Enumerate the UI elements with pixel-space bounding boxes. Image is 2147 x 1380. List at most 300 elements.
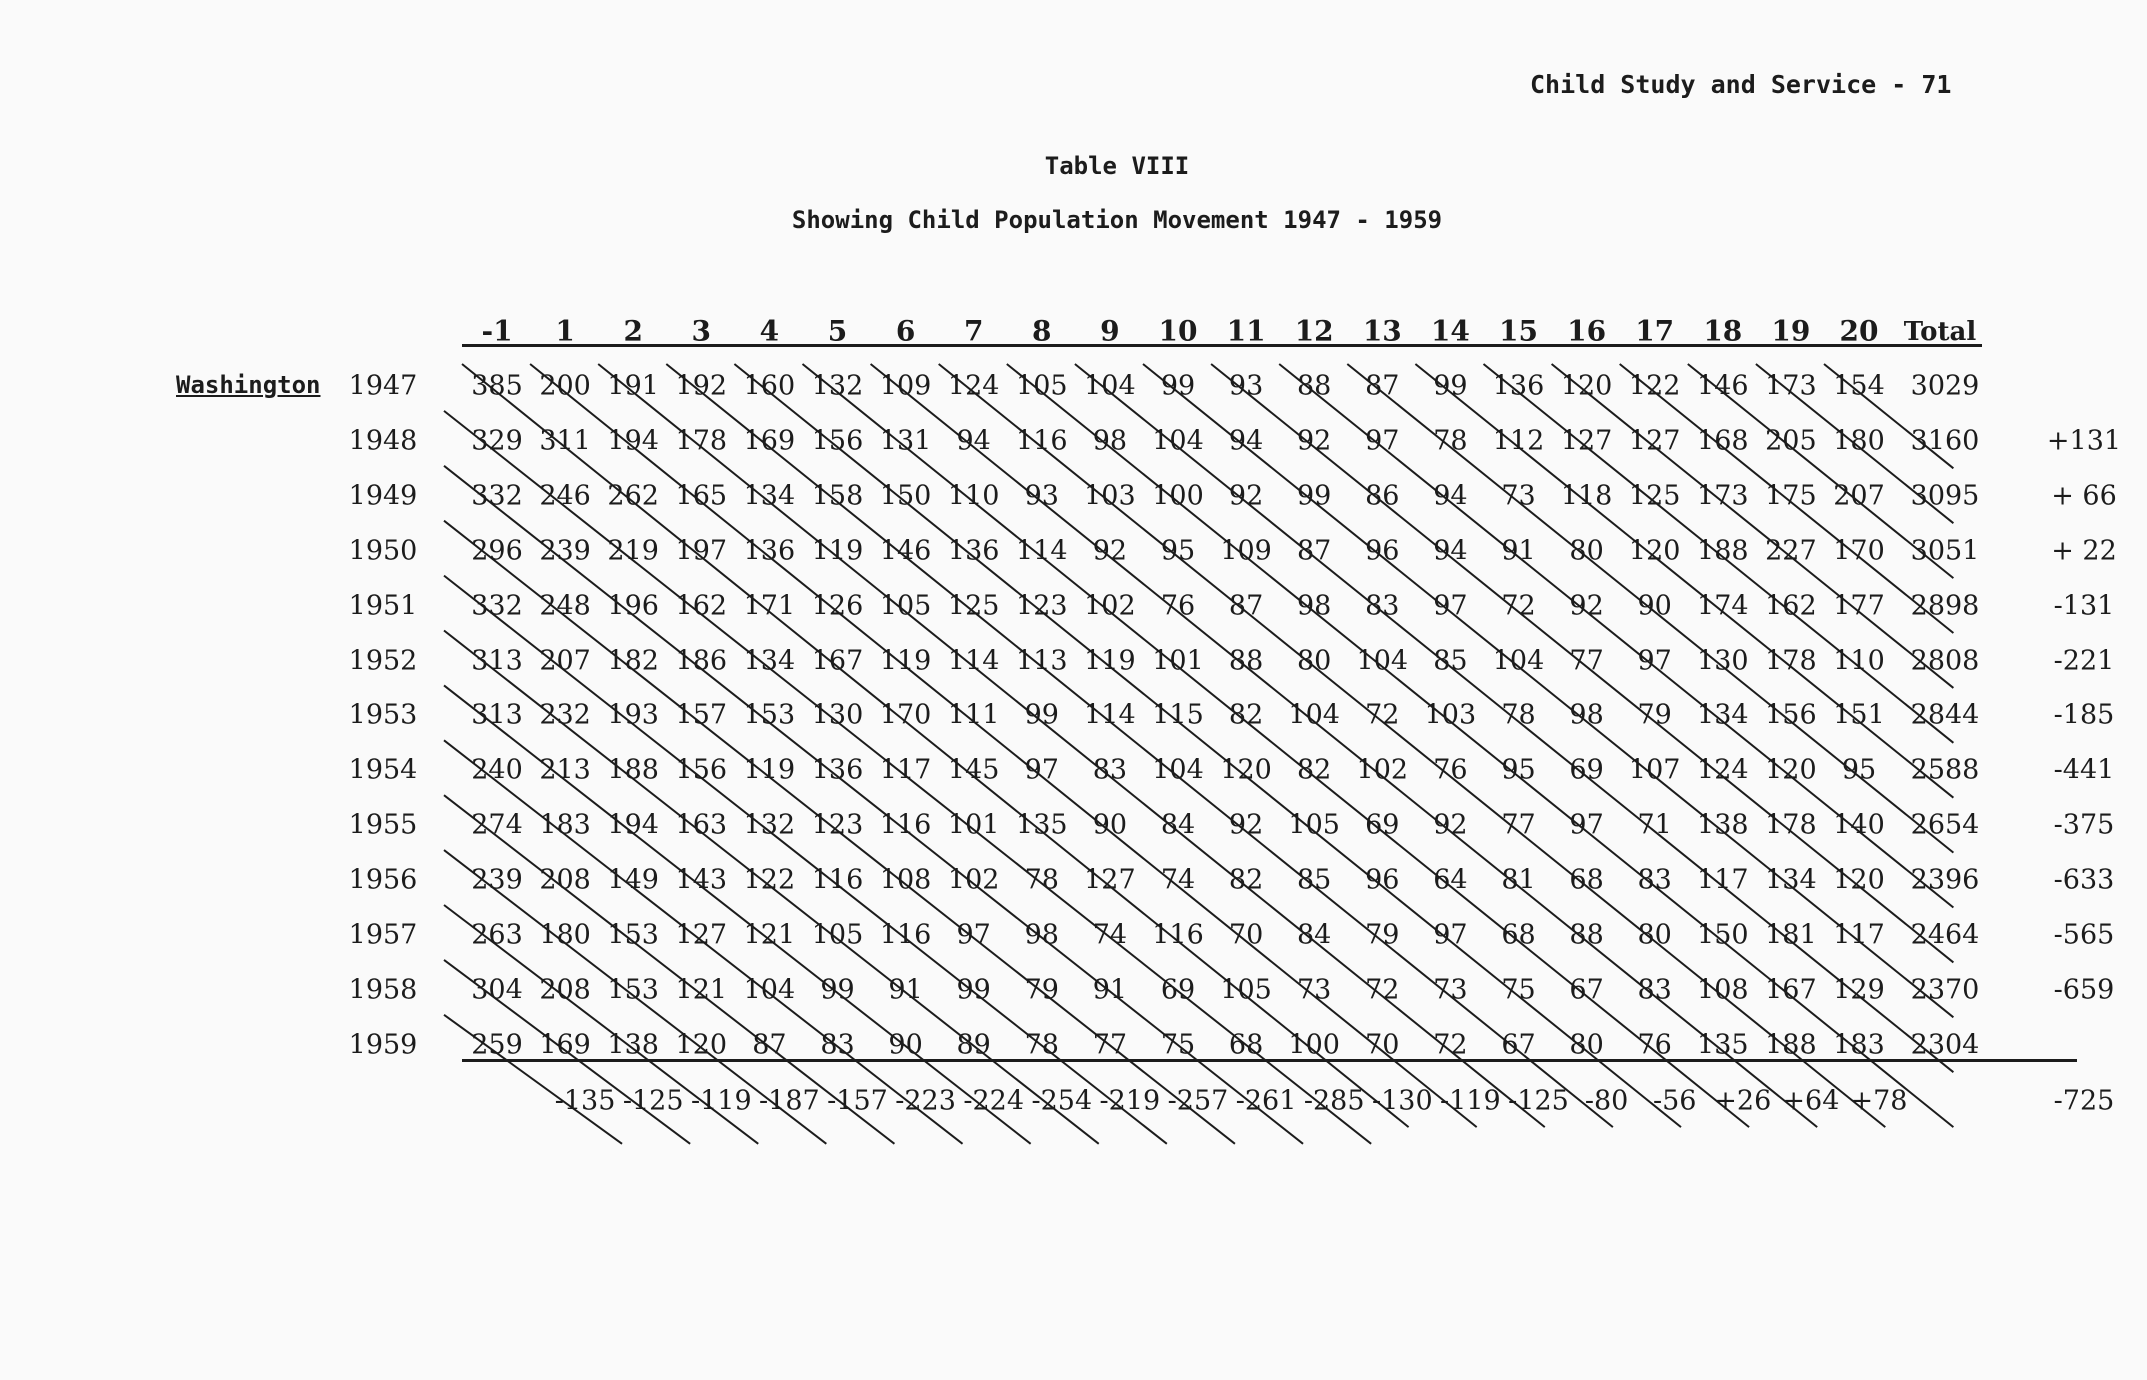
table-cell: 153 [607,974,659,1006]
row-change: -659 [2053,974,2115,1006]
table-cell: 123 [811,809,864,841]
table-cell: 78 [1024,864,1059,896]
row-total: 3095 [1910,480,1980,512]
table-cell: 99 [1024,699,1059,731]
table-cell: 97 [1433,919,1468,951]
table-cell: 132 [743,809,796,841]
table-cell: 167 [811,645,864,676]
table-cell: 109 [879,370,932,402]
cohort-change: -285 [1303,1085,1365,1117]
table-cell: 157 [675,699,728,731]
cohort-diagonal [1143,364,1953,1017]
table-cell: 162 [1765,590,1817,622]
table-cell: 125 [1628,480,1681,512]
table-cell: 127 [1560,425,1613,457]
table-cell: 104 [1152,754,1204,786]
table-cell: 120 [1220,754,1272,786]
table-cell: 130 [1697,645,1749,676]
table-cell: 80 [1569,535,1604,567]
row-change: + 66 [2051,480,2117,512]
row-total: 3051 [1910,535,1980,567]
row-year: 1955 [348,809,418,841]
table-cell: 84 [1297,919,1332,951]
table-cell: 116 [879,919,932,951]
table-cell: 194 [607,809,659,841]
cohort-change: -135 [554,1085,616,1117]
table-cell: 92 [1228,809,1264,841]
table-cell: 105 [811,919,864,951]
table-cell: 121 [675,974,728,1006]
table-cell: 91 [1092,974,1128,1006]
row-total: 2396 [1910,864,1980,896]
table-cell: 119 [743,754,796,786]
table-cell: 168 [1697,425,1749,457]
table-cell: 219 [607,535,659,567]
table-cell: 263 [471,919,523,951]
row-year: 1953 [348,699,418,731]
total-header: Total [1903,317,1977,347]
row-year: 1952 [348,645,418,676]
table-cell: 68 [1228,1029,1264,1061]
table-cell: 99 [1433,370,1468,402]
row-total: 2304 [1910,1029,1980,1061]
table-cell: 81 [1501,864,1536,896]
table-cell: 67 [1569,974,1604,1006]
table-cell: 76 [1433,754,1468,786]
table-cell: 132 [811,370,864,402]
cohort-diagonal [734,364,1681,1127]
cohort-change: +78 [1850,1085,1908,1117]
table-cell: 95 [1501,754,1536,786]
header-rule [462,344,1982,347]
table-cell: 296 [471,535,523,567]
row-change: -131 [2053,590,2115,622]
table-cell: 90 [1637,590,1672,622]
table-cell: 117 [1833,919,1885,951]
table-cell: 97 [1024,754,1059,786]
cohort-diagonal [1552,364,1954,688]
table-cell: 138 [607,1029,659,1061]
table-cell: 165 [675,480,728,512]
table-cell: 79 [1637,699,1672,731]
column-header: 16 [1567,314,1607,348]
table-cell: 332 [471,590,523,622]
table-cell: 99 [820,974,855,1006]
column-header: 10 [1158,314,1198,348]
table-cell: 80 [1569,1029,1604,1061]
table-cell: 92 [1569,590,1604,622]
table-cell: 82 [1297,754,1332,786]
table-cell: 196 [607,590,659,622]
table-cell: 92 [1092,535,1128,567]
table-cell: 259 [471,1029,523,1061]
table-cell: 70 [1228,919,1264,951]
table-cell: 178 [1765,645,1817,676]
table-cell: 98 [1024,919,1059,951]
table-cell: 108 [879,864,932,896]
bottom-total: -725 [2053,1085,2115,1117]
cohort-diagonal [803,364,1750,1127]
table-cell: 125 [947,590,1000,622]
row-year: 1957 [348,919,418,951]
cohort-change: -130 [1371,1085,1433,1117]
table-cell: 114 [1084,699,1136,731]
table-cell: 246 [539,480,591,512]
table-cell: 95 [1841,754,1877,786]
column-header: 9 [1100,314,1120,348]
table-cell: 69 [1569,754,1604,786]
table-cell: 170 [1833,535,1885,567]
cohort-diagonal [598,364,1545,1127]
table-cell: 87 [752,1029,787,1061]
table-cell: 113 [1016,645,1068,676]
row-total: 3160 [1910,425,1980,457]
table-cell: 140 [1833,809,1885,841]
table-cell: 167 [1765,974,1817,1006]
table-cell: 207 [1833,480,1885,512]
table-cell: 76 [1637,1029,1672,1061]
table-cell: 75 [1160,1029,1196,1061]
table-cell: 120 [1833,864,1885,896]
cohort-change: -80 [1584,1085,1629,1117]
row-total: 2844 [1910,699,1980,731]
table-cell: 119 [811,535,864,567]
table-cell: 77 [1501,809,1536,841]
table-cell: 96 [1365,864,1400,896]
table-cell: 134 [1697,699,1749,731]
column-header: 20 [1839,314,1879,348]
table-cell: 94 [956,425,991,457]
table-cell: 73 [1297,974,1332,1006]
table-cell: 79 [1365,919,1400,951]
column-header: 11 [1226,314,1266,348]
row-total: 3029 [1910,370,1980,402]
row-year: 1958 [348,974,418,1006]
table-cell: 227 [1765,535,1817,567]
cohort-change: +64 [1782,1085,1840,1117]
column-header: 5 [827,314,848,348]
row-year: 1959 [348,1029,418,1061]
table-cell: 134 [743,645,796,676]
table-cell: 114 [947,645,1000,676]
table-title: Table VIII [1044,152,1190,180]
table-cell: 136 [1492,370,1545,402]
table-cell: 95 [1160,535,1196,567]
table-cell: 180 [539,919,591,951]
table-cell: 104 [1288,699,1340,731]
table-cell: 200 [539,370,591,402]
cohort-change: -261 [1235,1085,1297,1117]
table-cell: 98 [1297,590,1332,622]
table-cell: 170 [879,699,932,731]
table-cell: 162 [675,590,728,622]
row-year: 1954 [348,754,418,786]
cohort-change: -157 [827,1085,888,1117]
table-cell: 117 [879,754,932,786]
table-cell: 135 [1016,809,1068,841]
table-cell: 99 [1160,370,1196,402]
row-change: -185 [2053,699,2115,731]
table-cell: 107 [1628,754,1681,786]
table-cell: 108 [1697,974,1749,1006]
table-subtitle: Showing Child Population Movement 1947 - 1959 [791,206,1443,234]
table-cell: 79 [1024,974,1059,1006]
table-cell: 83 [1092,754,1128,786]
row-total: 2464 [1910,919,1980,951]
table-cell: 85 [1297,864,1332,896]
table-cell: 100 [1288,1029,1340,1061]
table-cell: 102 [947,864,1000,896]
table-cell: 136 [947,535,1000,567]
table-cell: 88 [1569,919,1604,951]
row-year: 1947 [348,370,418,402]
cohort-change: -125 [1508,1085,1569,1117]
table-cell: 97 [1365,425,1400,457]
table-cell: 91 [1501,535,1536,567]
table-cell: 98 [1092,425,1128,457]
table-cell: 205 [1765,425,1817,457]
table-cell: 78 [1433,425,1468,457]
table-cell: 77 [1569,645,1604,676]
table-cell: 188 [607,754,659,786]
table-cell: 240 [471,754,523,786]
table-cell: 103 [1084,480,1136,512]
cohort-diagonal [939,364,1886,1127]
table-cell: 134 [1765,864,1817,896]
table-cell: 100 [1152,480,1204,512]
table-cell: 138 [1697,809,1749,841]
table-cell: 75 [1501,974,1536,1006]
table-cell: 78 [1501,699,1536,731]
table-cell: 127 [1628,425,1681,457]
row-change: -441 [2053,754,2115,786]
row-total: 2588 [1910,754,1980,786]
column-header: 19 [1771,314,1811,348]
region-label: Washington [176,371,321,399]
column-header: 6 [895,314,916,348]
table-cell: 82 [1228,864,1264,896]
table-cell: 163 [675,809,728,841]
table-cell: 213 [539,754,591,786]
table-cell: 73 [1501,480,1536,512]
column-header: 17 [1635,314,1675,348]
table-cell: 177 [1833,590,1885,622]
row-change: -565 [2053,919,2115,951]
table-cell: 101 [1152,645,1204,676]
cohort-change: +26 [1714,1085,1772,1117]
table-cell: 97 [1637,645,1672,676]
table-cell: 92 [1228,480,1264,512]
table-cell: 83 [1365,590,1400,622]
table-cell: 82 [1228,699,1264,731]
table-cell: 169 [539,1029,591,1061]
cohort-change: -219 [1099,1085,1161,1117]
table-cell: 88 [1297,370,1332,402]
table-cell: 94 [1228,425,1264,457]
table-cell: 124 [1697,754,1749,786]
column-header: 12 [1294,314,1334,348]
table-cell: 87 [1365,370,1400,402]
table-cell: 122 [743,864,796,896]
cohort-diagonal [666,364,1613,1127]
table-cell: 173 [1765,370,1817,402]
table-cell: 173 [1697,480,1749,512]
cohort-change: -56 [1652,1085,1697,1117]
table-cell: 208 [539,974,591,1006]
table-cell: 70 [1365,1029,1400,1061]
column-header: 2 [623,314,643,348]
table-cell: 115 [1152,699,1204,731]
table-cell: 90 [1092,809,1128,841]
row-total: 2898 [1910,590,1980,622]
table-cell: 116 [811,864,864,896]
table-cell: 83 [1637,974,1672,1006]
table-cell: 151 [1833,699,1885,731]
table-cell: 120 [675,1029,728,1061]
table-cell: 104 [1492,645,1545,676]
table-cell: 146 [879,535,932,567]
table-cell: 194 [607,425,659,457]
table-cell: 89 [956,1029,991,1061]
column-header: 15 [1499,314,1538,348]
table-cell: 313 [471,645,523,676]
table-cell: 64 [1433,864,1468,896]
table-cell: 153 [607,919,659,951]
table-cell: 136 [811,754,864,786]
table-cell: 131 [879,425,932,457]
table-cell: 135 [1697,1029,1749,1061]
table-cell: 105 [1016,370,1068,402]
table-cell: 80 [1297,645,1332,676]
cohort-change: -223 [895,1085,956,1117]
table-cell: 304 [471,974,523,1006]
table-cell: 150 [1697,919,1749,951]
table-cell: 103 [1424,699,1477,731]
table-cell: 116 [879,809,932,841]
table-cell: 98 [1569,699,1604,731]
table-cell: 248 [539,590,591,622]
table-cell: 207 [539,645,591,676]
table-cell: 146 [1697,370,1749,402]
table-cell: 156 [811,425,864,457]
table-cell: 83 [1637,864,1672,896]
table-cell: 121 [743,919,796,951]
table-cell: 232 [539,699,591,731]
table-cell: 102 [1356,754,1409,786]
table-cell: 117 [1697,864,1749,896]
table-cell: 104 [1084,370,1136,402]
table-cell: 180 [1833,425,1885,457]
column-header: 1 [555,314,575,348]
table-cell: 262 [607,480,659,512]
table-cell: 145 [947,754,1000,786]
column-header: 7 [963,314,984,348]
column-header: 13 [1362,314,1402,348]
table-cell: 274 [471,809,523,841]
column-header: 4 [759,314,780,348]
row-change: -375 [2053,809,2115,841]
table-cell: 76 [1160,590,1196,622]
table-cell: 90 [888,1029,923,1061]
column-header: 14 [1430,314,1470,348]
table-cell: 94 [1433,535,1468,567]
table-cell: 311 [539,425,591,457]
column-header: 8 [1032,314,1052,348]
table-cell: 110 [947,480,1000,512]
cohort-change: -125 [622,1085,684,1117]
table-cell: 119 [879,645,932,676]
table-cell: 188 [1765,1029,1817,1061]
column-header: -1 [481,314,513,348]
row-change: -221 [2053,645,2115,676]
table-cell: 191 [607,370,659,402]
table-cell: 109 [1220,535,1272,567]
table-cell: 169 [743,425,796,457]
table-cell: 87 [1228,590,1264,622]
table-cell: 68 [1569,864,1604,896]
table-cell: 122 [1628,370,1681,402]
table-cell: 239 [471,864,523,896]
table-cell: 120 [1765,754,1817,786]
row-change: -633 [2053,864,2115,896]
table-cell: 104 [1152,425,1204,457]
table-cell: 112 [1492,425,1545,457]
page-header: Child Study and Service - 71 [1530,70,1952,99]
table-cell: 118 [1560,480,1613,512]
table-cell: 120 [1560,370,1613,402]
table-cell: 156 [675,754,728,786]
table-cell: 77 [1092,1029,1128,1061]
table-cell: 97 [1569,809,1604,841]
table-cell: 156 [1765,699,1817,731]
table-cell: 69 [1160,974,1196,1006]
table-cell: 99 [956,974,991,1006]
row-total: 2808 [1910,645,1980,676]
table-cell: 129 [1833,974,1885,1006]
table-cell: 105 [1288,809,1340,841]
table-cell: 329 [471,425,523,457]
table-cell: 110 [1833,645,1885,676]
cohort-change: -119 [1440,1085,1501,1117]
cohort-diagonal [462,364,1409,1127]
table-cell: 174 [1697,590,1749,622]
table-cell: 150 [879,480,932,512]
table-cell: 171 [743,590,796,622]
table-cell: 94 [1433,480,1468,512]
table-cell: 87 [1297,535,1332,567]
row-change: + 22 [2051,535,2117,567]
table-cell: 72 [1365,974,1400,1006]
table-cell: 313 [471,699,523,731]
table-cell: 182 [607,645,659,676]
column-header: 18 [1703,314,1743,348]
table-cell: 188 [1697,535,1749,567]
table-cell: 149 [607,864,659,896]
table-cell: 153 [743,699,796,731]
row-change: +131 [2046,425,2122,457]
table-cell: 158 [811,480,864,512]
cohort-diagonal [871,364,1818,1127]
table-cell: 72 [1433,1029,1468,1061]
table-cell: 385 [471,370,523,402]
table-cell: 104 [1356,645,1409,676]
table-cell: 69 [1365,809,1400,841]
table-cell: 332 [471,480,523,512]
table-cell: 74 [1160,864,1196,896]
cohort-change: -257 [1167,1085,1229,1117]
cohort-change: -187 [759,1085,820,1117]
table-cell: 92 [1297,425,1332,457]
